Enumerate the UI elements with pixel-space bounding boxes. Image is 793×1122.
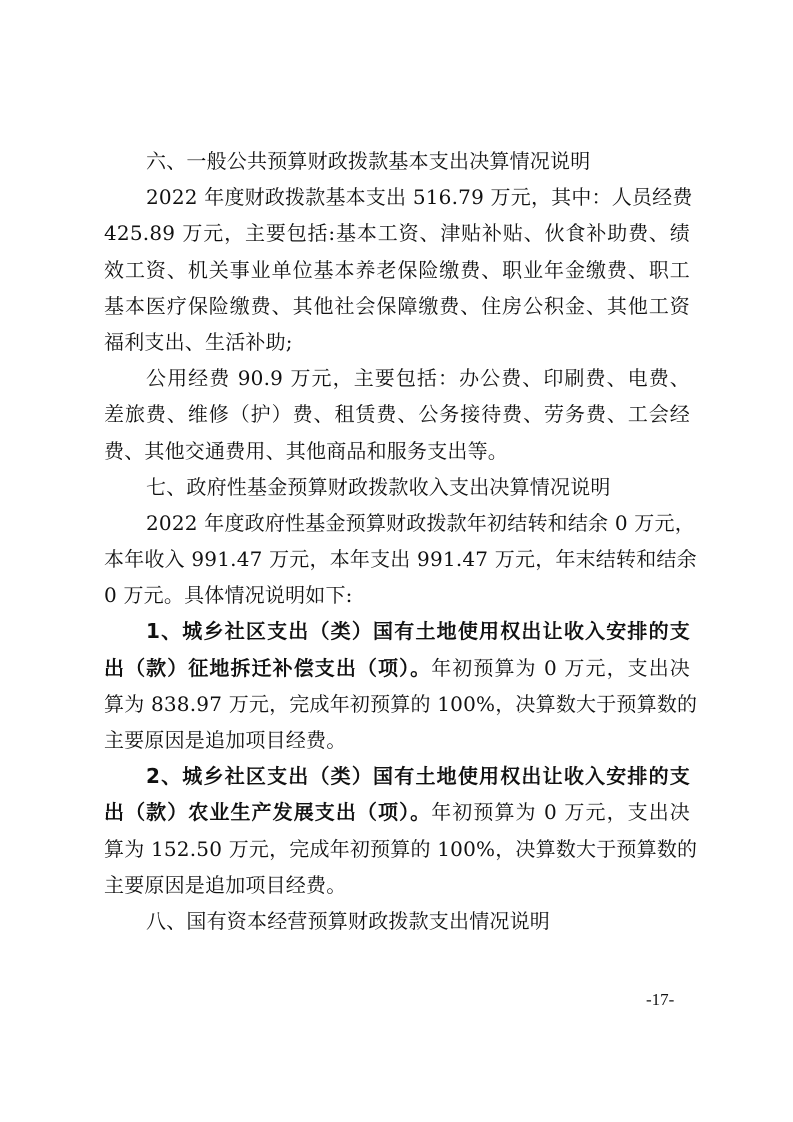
text-line: 算为 838.97 万元，完成年初预算的 100%，决算数大于预算数的: [104, 691, 698, 716]
section-heading-8: 八、国有资本经营预算财政拨款支出情况说明: [146, 908, 550, 933]
paragraph-basic-expenditure: [104, 179, 693, 360]
bold-text-line: 2、城乡社区支出（类）国有土地使用权出让收入安排的支: [146, 764, 690, 789]
bold-item-title: 出（款）农业生产发展支出（项）。: [104, 800, 432, 825]
section-heading-6: 六、一般公共预算财政拨款基本支出决算情况说明: [146, 149, 591, 173]
text-line: 差旅费、维修（护）费、租赁费、公务接待费、劳务费、工会经: [104, 402, 690, 427]
text-line: 主要原因是追加项目经费。: [104, 872, 347, 897]
paragraph-public-expenses: [104, 360, 690, 469]
mixed-text-line: [104, 650, 690, 686]
text-line: 福利支出、生活补助;: [104, 329, 293, 354]
text-line: 2022 年度财政拨款基本支出 516.79 万元，其中：人员经费: [146, 185, 693, 210]
item-text: 年初预算为 0 万元，支出决: [431, 655, 690, 680]
section-heading-7: 七、政府性基金预算财政拨款收入支出决算情况说明: [146, 474, 611, 499]
document-body: [104, 143, 698, 939]
item-text: 年初预算为 0 万元，支出决: [431, 800, 690, 825]
text-line: 2022 年度政府性基金预算财政拨款年初结转和结余 0 万元，: [146, 510, 695, 535]
bold-item-title: 出（款）征地拆迁补偿支出（项）。: [104, 655, 432, 680]
page-number: -17-: [646, 990, 675, 1009]
text-line: 算为 152.50 万元，完成年初预算的 100%，决算数大于预算数的: [104, 836, 698, 861]
text-line: 费、其他交通费用、其他商品和服务支出等。: [104, 438, 508, 463]
text-line: 公用经费 90.9 万元，主要包括：办公费、印刷费、电费、: [146, 366, 690, 391]
text-line: 基本医疗保险缴费、其他社会保障缴费、住房公积金、其他工资: [104, 293, 690, 318]
bold-text-line: 1、城乡社区支出（类）国有土地使用权出让收入安排的支: [146, 619, 690, 644]
paragraph-item-1: [104, 613, 698, 758]
text-line: 效工资、机关事业单位基本养老保险缴费、职业年金缴费、职工: [104, 257, 690, 282]
paragraph-item-2: [104, 758, 698, 903]
text-line: 主要原因是追加项目经费。: [104, 728, 347, 752]
paragraph-fund-overview: [104, 505, 697, 614]
mixed-text-line: [104, 794, 690, 830]
text-line: 0 万元。具体情况说明如下:: [104, 583, 353, 608]
text-line: 本年收入 991.47 万元，本年支出 991.47 万元，年末结转和结余: [104, 547, 697, 572]
text-line: 425.89 万元，主要包括:基本工资、津贴补贴、伙食补助费、绩: [104, 221, 690, 246]
